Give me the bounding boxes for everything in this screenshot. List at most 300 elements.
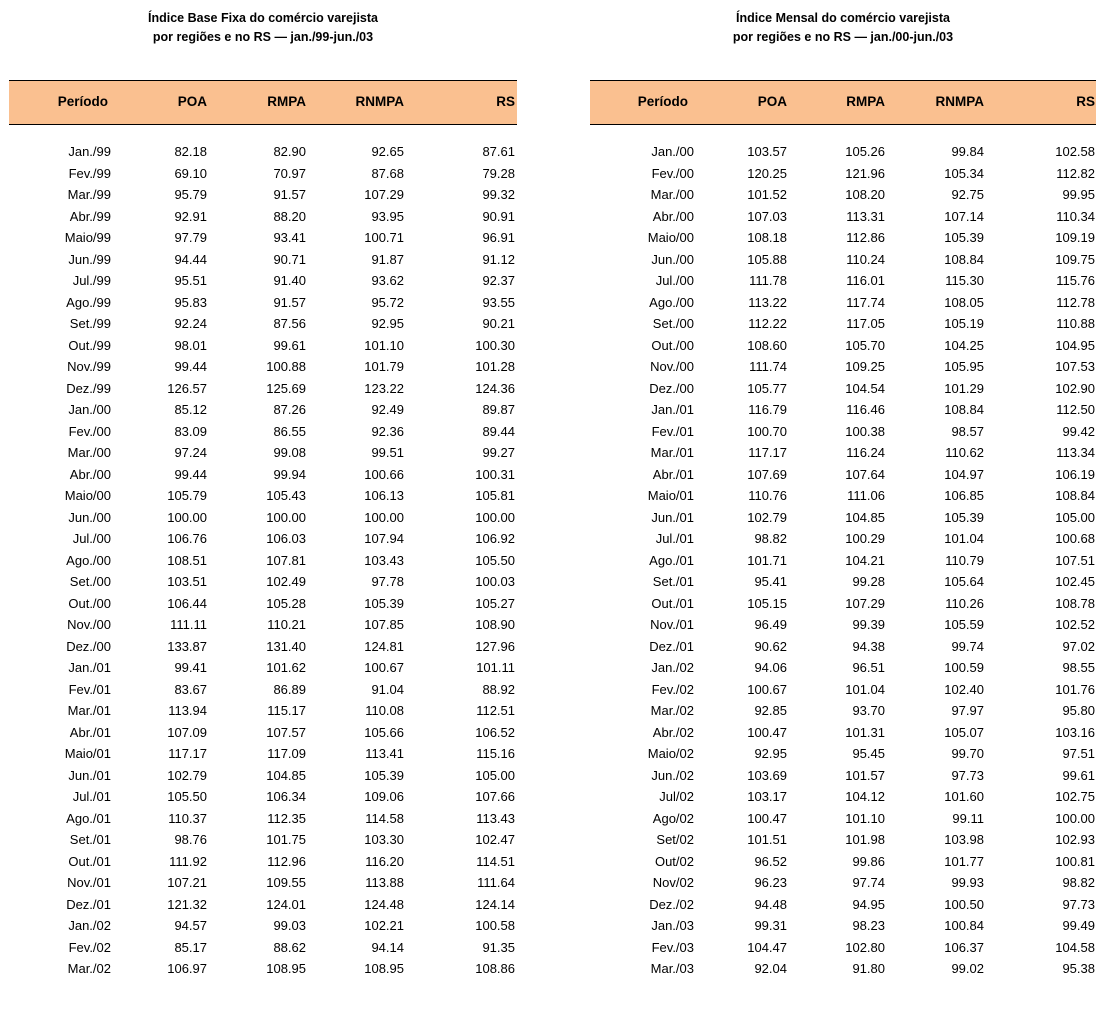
cell-poa: 117.17 <box>748 445 787 460</box>
cell-poa: 108.51 <box>167 552 207 568</box>
title-line-2: por regiões e no RS — jan./00-jun./03 <box>732 30 954 44</box>
table-row <box>9 571 517 593</box>
header-periodo: Período <box>637 94 688 109</box>
cell-rnmpa: 116.20 <box>365 853 404 869</box>
cell-rnmpa: 110.62 <box>945 445 984 460</box>
cell-periodo: Mar./00 <box>67 445 111 460</box>
cell-rmpa: 121.96 <box>845 165 885 181</box>
cell-rmpa: 100.88 <box>266 359 306 374</box>
table-row <box>590 507 1096 529</box>
header-rmpa: RMPA <box>267 94 306 109</box>
cell-rs: 98.55 <box>1062 660 1095 675</box>
cell-poa: 104.47 <box>747 939 787 955</box>
cell-rnmpa: 124.81 <box>364 638 404 654</box>
cell-periodo: Fev./02 <box>651 681 694 697</box>
cell-poa: 100.70 <box>747 423 787 439</box>
cell-rs: 102.47 <box>475 832 515 847</box>
cell-rmpa: 101.98 <box>845 832 885 847</box>
table-row <box>9 292 517 314</box>
table-row <box>590 958 1096 980</box>
cell-rs: 93.55 <box>482 294 515 310</box>
table-row <box>9 894 517 916</box>
cell-rnmpa: 95.72 <box>371 294 404 310</box>
cell-rmpa: 94.95 <box>852 896 885 912</box>
cell-rs: 89.87 <box>482 402 515 417</box>
cell-rmpa: 99.61 <box>273 337 306 353</box>
cell-rs: 110.88 <box>1056 316 1095 331</box>
cell-periodo: Dez./00 <box>66 638 111 654</box>
cell-rs: 115.16 <box>476 746 515 761</box>
cell-poa: 102.79 <box>167 767 207 783</box>
cell-periodo: Jan./03 <box>651 918 694 933</box>
table-row <box>590 808 1096 830</box>
cell-rnmpa: 106.13 <box>364 488 404 503</box>
cell-poa: 107.69 <box>747 466 787 482</box>
table-body <box>590 141 1096 980</box>
table-row <box>9 356 517 378</box>
cell-rs: 105.00 <box>1055 509 1095 525</box>
cell-rmpa: 116.24 <box>846 445 885 460</box>
table-row <box>590 292 1096 314</box>
cell-periodo: Ago./99 <box>66 294 111 310</box>
cell-rnmpa: 106.85 <box>944 488 984 503</box>
cell-periodo: Set./01 <box>69 832 111 847</box>
table-row <box>9 872 517 894</box>
cell-rmpa: 105.70 <box>845 337 885 353</box>
cell-rmpa: 86.89 <box>273 681 306 697</box>
cell-rmpa: 111.06 <box>847 488 885 503</box>
cell-rnmpa: 97.97 <box>951 703 984 718</box>
cell-periodo: Mar./03 <box>650 961 694 976</box>
cell-periodo: Out./00 <box>68 595 111 611</box>
cell-periodo: Set./00 <box>652 316 694 331</box>
cell-poa: 112.22 <box>748 316 787 331</box>
cell-poa: 103.57 <box>747 144 787 159</box>
cell-periodo: Jan./02 <box>68 918 111 933</box>
cell-rmpa: 99.39 <box>852 617 885 632</box>
cell-poa: 96.49 <box>754 617 787 632</box>
cell-poa: 85.17 <box>174 939 207 955</box>
cell-rnmpa: 99.84 <box>951 144 984 159</box>
cell-poa: 107.21 <box>167 875 207 890</box>
cell-periodo: Abr./00 <box>69 466 111 482</box>
cell-poa: 105.79 <box>167 488 207 503</box>
table-row <box>590 270 1096 292</box>
title-line-1: Índice Base Fixa do comércio varejista <box>148 11 378 25</box>
cell-rmpa: 101.31 <box>845 724 885 740</box>
cell-rnmpa: 103.98 <box>944 832 984 847</box>
cell-rnmpa: 102.40 <box>944 681 984 697</box>
cell-rmpa: 105.28 <box>266 595 306 611</box>
cell-periodo: Out./00 <box>651 337 694 353</box>
cell-rmpa: 82.90 <box>273 144 306 159</box>
table-row <box>590 163 1096 185</box>
cell-poa: 103.17 <box>747 789 787 804</box>
cell-periodo: Abr./02 <box>652 724 694 740</box>
cell-rmpa: 91.57 <box>273 294 306 310</box>
table-row <box>9 593 517 615</box>
header-rmpa: RMPA <box>846 94 885 109</box>
table-row <box>590 550 1096 572</box>
cell-rs: 102.52 <box>1055 617 1095 632</box>
cell-rs: 99.27 <box>482 445 515 460</box>
cell-rmpa: 125.69 <box>266 380 306 396</box>
cell-rs: 87.61 <box>482 144 515 159</box>
cell-rmpa: 91.40 <box>273 273 306 288</box>
table-row <box>590 765 1096 787</box>
cell-rnmpa: 92.75 <box>951 187 984 202</box>
cell-rnmpa: 113.41 <box>365 746 404 761</box>
cell-periodo: Jan./00 <box>651 144 694 159</box>
cell-rnmpa: 99.51 <box>371 445 404 460</box>
cell-rmpa: 117.05 <box>846 316 885 331</box>
cell-periodo: Ago./00 <box>649 294 694 310</box>
cell-periodo: Maio/00 <box>647 230 694 245</box>
cell-rmpa: 116.01 <box>846 273 885 288</box>
table-row <box>9 464 517 486</box>
cell-periodo: Jun./00 <box>651 251 694 267</box>
cell-periodo: Fev./00 <box>68 423 111 439</box>
cell-poa: 111.11 <box>170 617 207 632</box>
cell-rnmpa: 102.21 <box>364 918 404 933</box>
cell-rmpa: 106.34 <box>266 789 306 804</box>
table-row <box>9 829 517 851</box>
cell-rnmpa: 93.62 <box>371 273 404 288</box>
header-periodo: Período <box>57 94 108 109</box>
cell-rmpa: 97.74 <box>852 875 885 890</box>
cell-periodo: Fev./99 <box>68 165 111 181</box>
header-rs: RS <box>1076 94 1095 109</box>
cell-rnmpa: 92.49 <box>371 402 404 417</box>
cell-rnmpa: 87.68 <box>371 165 404 181</box>
cell-rmpa: 107.57 <box>266 724 306 740</box>
cell-rmpa: 104.21 <box>845 552 885 568</box>
cell-rs: 99.61 <box>1062 767 1095 783</box>
cell-rmpa: 107.29 <box>845 595 885 611</box>
cell-periodo: Nov./00 <box>67 617 111 632</box>
cell-rnmpa: 99.70 <box>951 746 984 761</box>
cell-rnmpa: 105.59 <box>944 617 984 632</box>
cell-rs: 107.53 <box>1055 359 1095 374</box>
cell-rnmpa: 93.95 <box>371 208 404 224</box>
cell-poa: 98.76 <box>174 832 207 847</box>
table-row <box>590 743 1096 765</box>
table-row <box>590 313 1096 335</box>
cell-rnmpa: 100.59 <box>944 660 984 675</box>
cell-rmpa: 131.40 <box>266 638 306 654</box>
cell-rnmpa: 99.02 <box>951 961 984 976</box>
table-row <box>590 636 1096 658</box>
cell-periodo: Dez./02 <box>649 896 694 912</box>
cell-rnmpa: 105.64 <box>944 574 984 589</box>
cell-poa: 92.91 <box>174 208 207 224</box>
cell-rmpa: 116.46 <box>846 402 885 417</box>
table-row <box>590 657 1096 679</box>
cell-poa: 105.77 <box>747 380 787 396</box>
cell-rnmpa: 104.97 <box>944 466 984 482</box>
cell-rs: 96.91 <box>482 230 515 245</box>
table-row <box>9 636 517 658</box>
cell-rs: 113.43 <box>476 810 515 826</box>
cell-rnmpa: 101.79 <box>364 359 404 374</box>
cell-rmpa: 115.17 <box>267 703 306 718</box>
table-row <box>590 872 1096 894</box>
table-row <box>9 765 517 787</box>
cell-rs: 108.84 <box>1055 488 1095 503</box>
cell-poa: 111.74 <box>749 359 787 374</box>
cell-rmpa: 91.57 <box>273 187 306 202</box>
cell-rnmpa: 94.14 <box>371 939 404 955</box>
cell-rnmpa: 123.22 <box>364 380 404 396</box>
cell-periodo: Out./01 <box>651 595 694 611</box>
table-row <box>9 378 517 400</box>
cell-rs: 106.19 <box>1055 466 1095 482</box>
cell-rnmpa: 103.43 <box>364 552 404 568</box>
title-line-1: Índice Mensal do comércio varejista <box>736 11 950 25</box>
cell-rnmpa: 100.50 <box>944 896 984 912</box>
cell-periodo: Ago./01 <box>649 552 694 568</box>
cell-periodo: Jul./00 <box>655 273 694 288</box>
cell-periodo: Jul/02 <box>659 789 694 804</box>
table-row <box>9 206 517 228</box>
cell-periodo: Ago./01 <box>66 810 111 826</box>
cell-poa: 101.71 <box>747 552 787 568</box>
cell-rs: 124.36 <box>475 380 515 396</box>
cell-rs: 99.95 <box>1062 187 1095 202</box>
cell-rnmpa: 107.85 <box>364 617 404 632</box>
cell-periodo: Abr./01 <box>652 466 694 482</box>
cell-periodo: Set./00 <box>69 574 111 589</box>
cell-rmpa: 104.54 <box>845 380 885 396</box>
cell-rs: 105.27 <box>475 595 515 611</box>
table-row <box>590 184 1096 206</box>
cell-rnmpa: 91.04 <box>371 681 404 697</box>
cell-periodo: Set/02 <box>656 832 694 847</box>
cell-rs: 105.50 <box>475 552 515 568</box>
cell-rs: 91.12 <box>482 251 515 267</box>
table-row <box>590 528 1096 550</box>
table-row <box>9 679 517 701</box>
cell-rmpa: 88.62 <box>273 939 306 955</box>
cell-rmpa: 100.00 <box>266 509 306 525</box>
cell-rs: 99.42 <box>1062 423 1095 439</box>
cell-rnmpa: 108.84 <box>944 402 984 417</box>
cell-rnmpa: 105.34 <box>944 165 984 181</box>
table-row <box>9 937 517 959</box>
cell-rnmpa: 99.93 <box>951 875 984 890</box>
cell-poa: 95.79 <box>174 187 207 202</box>
table-body <box>9 141 517 980</box>
cell-poa: 97.24 <box>174 445 207 460</box>
cell-rmpa: 88.20 <box>273 208 306 224</box>
cell-rmpa: 100.29 <box>845 531 885 546</box>
cell-poa: 111.78 <box>749 273 787 288</box>
cell-poa: 92.85 <box>754 703 787 718</box>
cell-periodo: Maio/01 <box>647 488 694 503</box>
cell-periodo: Jul./99 <box>72 273 111 288</box>
cell-periodo: Dez./99 <box>66 380 111 396</box>
cell-rmpa: 93.41 <box>273 230 306 245</box>
cell-periodo: Maio/00 <box>64 488 111 503</box>
cell-rs: 109.75 <box>1055 251 1095 267</box>
table-row <box>9 614 517 636</box>
table-row <box>9 335 517 357</box>
cell-poa: 94.06 <box>754 660 787 675</box>
table-row <box>590 335 1096 357</box>
cell-poa: 92.95 <box>754 746 787 761</box>
cell-rs: 102.93 <box>1055 832 1095 847</box>
cell-rs: 99.32 <box>482 187 515 202</box>
cell-periodo: Jun./02 <box>651 767 694 783</box>
cell-poa: 101.51 <box>747 832 787 847</box>
cell-periodo: Set./99 <box>69 316 111 331</box>
cell-poa: 90.62 <box>754 638 787 654</box>
cell-rmpa: 102.80 <box>845 939 885 955</box>
cell-poa: 105.50 <box>167 789 207 804</box>
cell-rmpa: 109.55 <box>266 875 306 890</box>
table-row <box>590 679 1096 701</box>
cell-rs: 101.28 <box>475 359 515 374</box>
table-row <box>590 485 1096 507</box>
cell-poa: 101.52 <box>747 187 787 202</box>
cell-rnmpa: 100.84 <box>944 918 984 933</box>
cell-rs: 102.75 <box>1055 789 1095 804</box>
cell-poa: 100.47 <box>747 810 787 826</box>
cell-rnmpa: 106.37 <box>944 939 984 955</box>
cell-rs: 100.31 <box>475 466 515 482</box>
table-row <box>590 421 1096 443</box>
cell-rmpa: 87.26 <box>273 402 306 417</box>
cell-rs: 90.21 <box>482 316 515 331</box>
cell-poa: 108.18 <box>747 230 787 245</box>
cell-rs: 100.03 <box>475 574 515 589</box>
cell-periodo: Mar./00 <box>650 187 694 202</box>
cell-poa: 85.12 <box>174 402 207 417</box>
cell-periodo: Nov/02 <box>652 875 694 890</box>
cell-periodo: Jul./01 <box>72 789 111 804</box>
cell-rmpa: 106.03 <box>266 531 306 546</box>
table-row <box>9 421 517 443</box>
cell-periodo: Ago./00 <box>66 552 111 568</box>
cell-rs: 112.82 <box>1056 165 1095 181</box>
cell-poa: 100.47 <box>747 724 787 740</box>
cell-rs: 108.90 <box>475 617 515 632</box>
cell-poa: 95.41 <box>754 574 787 589</box>
cell-periodo: Nov./99 <box>67 359 111 374</box>
table-row <box>590 786 1096 808</box>
cell-periodo: Dez./00 <box>649 380 694 396</box>
cell-rnmpa: 98.57 <box>951 423 984 439</box>
cell-rnmpa: 99.74 <box>951 638 984 654</box>
cell-poa: 92.24 <box>174 316 207 331</box>
cell-rs: 102.90 <box>1055 380 1095 396</box>
cell-poa: 106.97 <box>167 961 207 976</box>
cell-poa: 94.44 <box>174 251 207 267</box>
table-row <box>9 399 517 421</box>
cell-rs: 101.11 <box>476 660 515 675</box>
cell-rmpa: 99.03 <box>273 918 306 933</box>
table-title <box>590 9 1096 47</box>
cell-poa: 133.87 <box>167 638 207 654</box>
table-row <box>590 915 1096 937</box>
cell-rnmpa: 105.66 <box>364 724 404 740</box>
table-row <box>590 141 1096 163</box>
cell-rmpa: 112.96 <box>267 853 306 869</box>
cell-periodo: Dez./01 <box>649 638 694 654</box>
cell-periodo: Out./99 <box>68 337 111 353</box>
table-row <box>9 270 517 292</box>
cell-rmpa: 105.26 <box>845 144 885 159</box>
table-row <box>9 507 517 529</box>
cell-rnmpa: 92.36 <box>371 423 404 439</box>
cell-poa: 97.79 <box>174 230 207 245</box>
cell-periodo: Jun./99 <box>68 251 111 267</box>
cell-rmpa: 110.24 <box>846 251 885 267</box>
cell-rnmpa: 92.95 <box>371 316 404 331</box>
cell-rs: 112.78 <box>1056 294 1095 310</box>
table-row <box>590 894 1096 916</box>
cell-periodo: Set./01 <box>652 574 694 589</box>
cell-periodo: Maio/02 <box>647 746 694 761</box>
table-row <box>9 700 517 722</box>
table-row <box>590 829 1096 851</box>
cell-rs: 89.44 <box>482 423 515 439</box>
cell-poa: 98.01 <box>174 337 207 353</box>
cell-rmpa: 98.23 <box>852 918 885 933</box>
cell-rs: 97.73 <box>1062 896 1095 912</box>
cell-periodo: Fev./01 <box>68 681 111 697</box>
table-row <box>590 442 1096 464</box>
cell-rs: 110.34 <box>1056 208 1095 224</box>
cell-rnmpa: 105.39 <box>944 509 984 525</box>
cell-rnmpa: 103.30 <box>364 832 404 847</box>
cell-poa: 94.57 <box>174 918 207 933</box>
cell-rmpa: 93.70 <box>852 703 885 718</box>
table-row <box>9 808 517 830</box>
cell-rs: 105.81 <box>475 488 515 503</box>
cell-rmpa: 104.12 <box>845 789 885 804</box>
cell-periodo: Jun./01 <box>68 767 111 783</box>
cell-rmpa: 99.86 <box>852 853 885 869</box>
cell-rnmpa: 91.87 <box>371 251 404 267</box>
cell-rs: 79.28 <box>482 165 515 181</box>
cell-rnmpa: 109.06 <box>364 789 404 804</box>
cell-rs: 88.92 <box>482 681 515 697</box>
cell-periodo: Mar./01 <box>650 445 694 460</box>
cell-rs: 107.51 <box>1055 552 1095 568</box>
cell-poa: 113.94 <box>168 703 207 718</box>
cell-rmpa: 94.38 <box>852 638 885 654</box>
cell-rmpa: 87.56 <box>273 316 306 331</box>
cell-rmpa: 117.74 <box>846 294 885 310</box>
cell-poa: 113.22 <box>748 294 787 310</box>
cell-periodo: Abr./01 <box>69 724 111 740</box>
cell-periodo: Fev./02 <box>68 939 111 955</box>
table-row <box>590 249 1096 271</box>
cell-rs: 106.52 <box>475 724 515 740</box>
cell-rmpa: 101.04 <box>845 681 885 697</box>
table-row <box>590 571 1096 593</box>
cell-rnmpa: 110.79 <box>945 552 984 568</box>
table-row <box>9 163 517 185</box>
cell-rnmpa: 105.39 <box>364 595 404 611</box>
cell-rnmpa: 105.39 <box>364 767 404 783</box>
cell-periodo: Jan./99 <box>68 144 111 159</box>
cell-rmpa: 112.86 <box>846 230 885 245</box>
cell-rs: 115.76 <box>1056 273 1095 288</box>
cell-rnmpa: 100.71 <box>364 230 404 245</box>
cell-periodo: Jan./00 <box>68 402 111 417</box>
